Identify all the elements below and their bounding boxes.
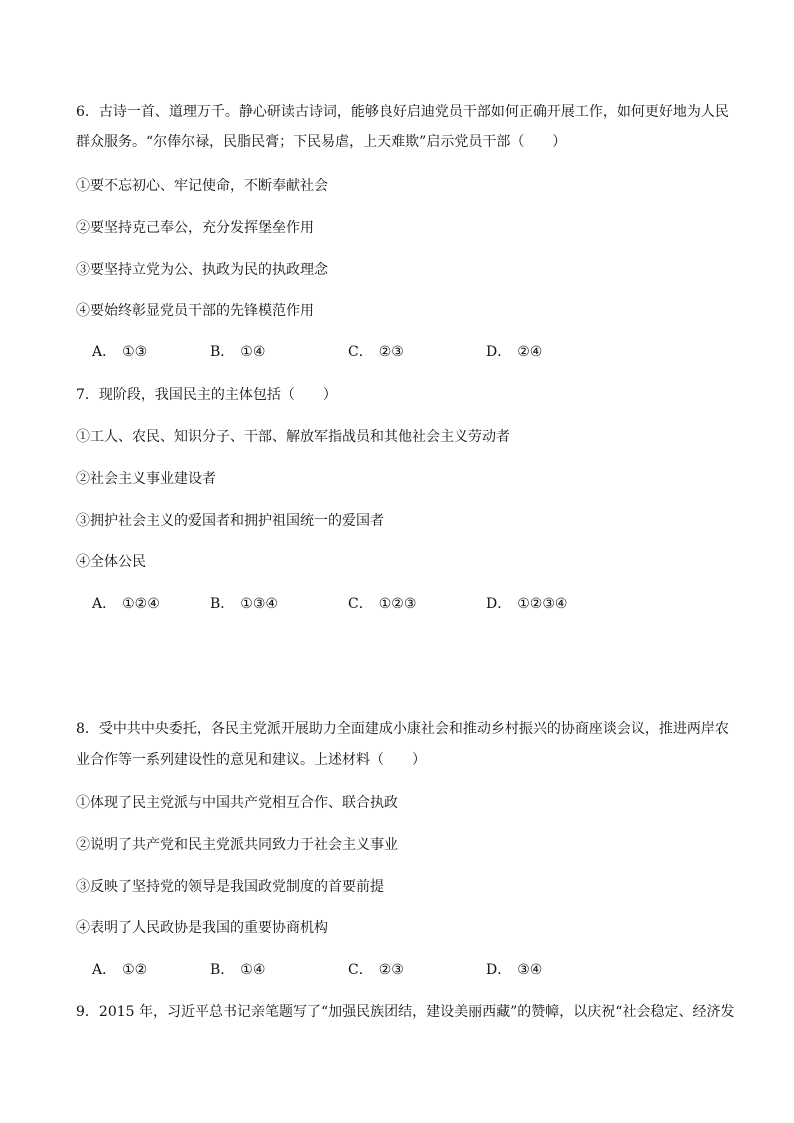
question-7-item-1: ①工人、农民、知识分子、干部、解放军指战员和其他社会主义劳动者 <box>76 429 510 445</box>
question-8-stem-line-1: 8．受中共中央委托，各民主党派开展助力全面建成小康社会和推动乡村振兴的协商座谈会议，推进两岸农 <box>76 721 729 737</box>
question-8-options <box>92 961 592 979</box>
question-6-options <box>92 343 592 361</box>
question-6-stem-line-1: 6．古诗一首、道理万千。静心研读古诗词，能够良好启迪党员干部如何正确开展工作，如何更好地为人民 <box>76 104 729 120</box>
question-8-stem-line-2: 业合作等一系列建设性的意见和建议。上述材料（ ） <box>76 752 426 768</box>
question-7-options <box>92 595 592 613</box>
question-6-stem-line-2: 群众服务。“尔俸尔禄，民脂民膏；下民易虐，上天难欺”启示党员干部（ ） <box>76 134 567 150</box>
option-a: A． ①②④ <box>92 596 160 612</box>
option-a: A． ①③ <box>92 344 148 360</box>
question-6-item-2: ②要坚持克己奉公，充分发挥堡垒作用 <box>76 220 314 236</box>
option-c: C． ①②③ <box>348 596 417 612</box>
option-b: B． ①④ <box>210 962 266 978</box>
question-8-item-1: ①体现了民主党派与中国共产党相互合作、联合执政 <box>76 795 398 811</box>
question-7-stem-line-1: 7．现阶段，我国民主的主体包括（ ） <box>76 387 337 403</box>
question-6-item-1: ①要不忘初心、牢记使命，不断奉献社会 <box>76 178 328 194</box>
question-8-item-2: ②说明了共产党和民主党派共同致力于社会主义事业 <box>76 837 398 853</box>
question-8-item-4: ④表明了人民政协是我国的重要协商机构 <box>76 920 328 936</box>
option-a: A． ①② <box>92 962 148 978</box>
question-9-stem-line-1: 9．2015 年，习近平总书记亲笔题写了“加强民族团结，建设美丽西藏”的赞幛，以庆祝“社会稳定、经济发 <box>76 1004 735 1020</box>
option-d: D． ③④ <box>486 962 543 978</box>
question-8-item-3: ③反映了坚持党的领导是我国政党制度的首要前提 <box>76 879 384 895</box>
option-b: B． ①④ <box>210 344 266 360</box>
option-d: D． ①②③④ <box>486 596 568 612</box>
option-b: B． ①③④ <box>210 596 278 612</box>
question-7-item-4: ④全体公民 <box>76 554 146 570</box>
option-c: C． ②③ <box>348 962 404 978</box>
option-d: D． ②④ <box>486 344 543 360</box>
question-7-item-3: ③拥护社会主义的爱国者和拥护祖国统一的爱国者 <box>76 513 384 529</box>
option-c: C． ②③ <box>348 344 404 360</box>
question-7-item-2: ②社会主义事业建设者 <box>76 471 216 487</box>
question-6-item-3: ③要坚持立党为公、执政为民的执政理念 <box>76 262 328 278</box>
question-6-item-4: ④要始终彰显党员干部的先锋模范作用 <box>76 303 314 319</box>
